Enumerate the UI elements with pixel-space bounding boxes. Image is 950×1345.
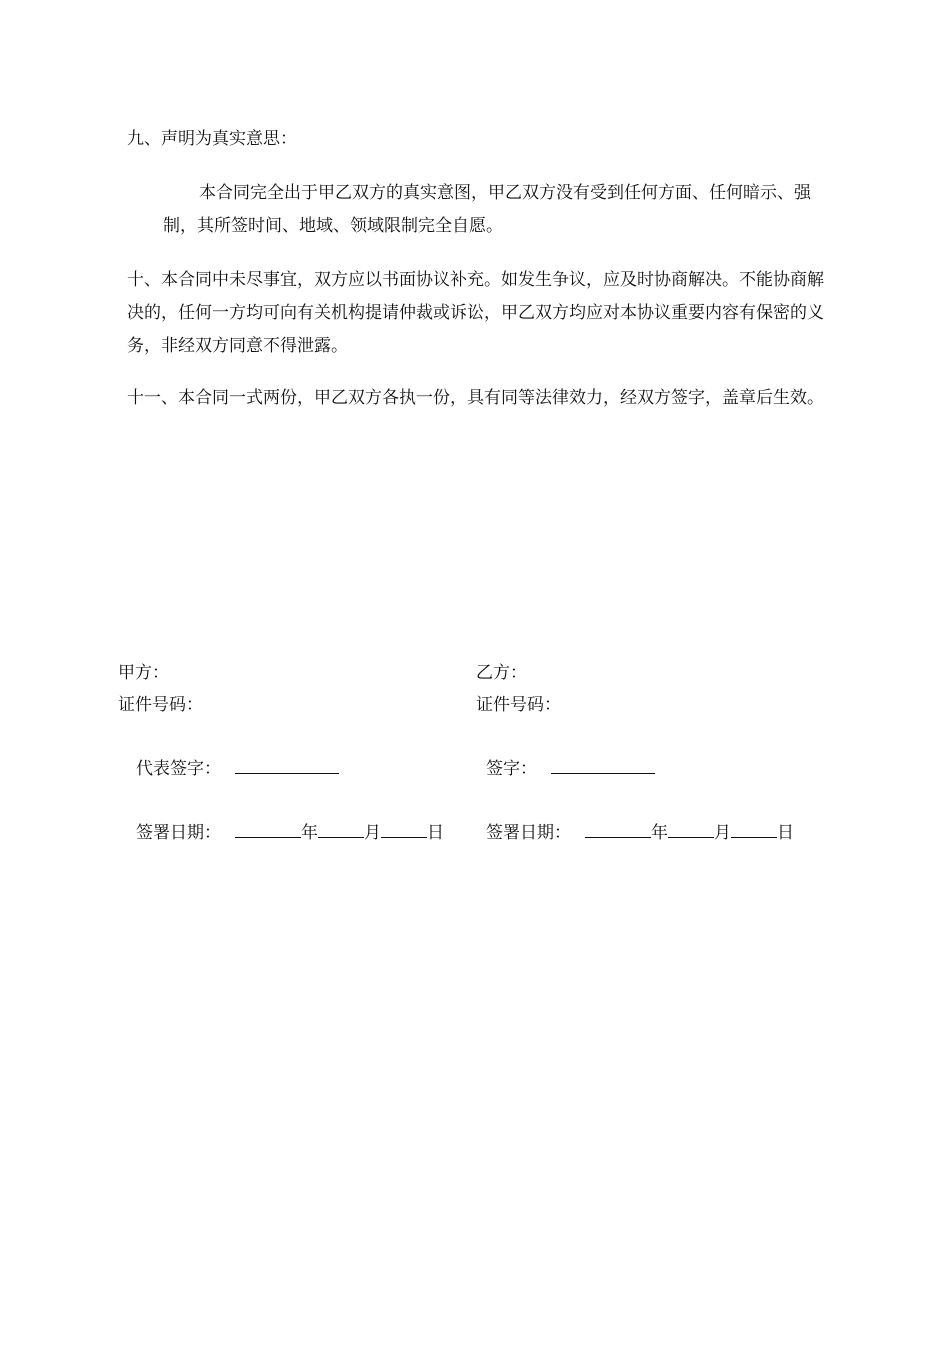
day-unit: 日 — [777, 823, 794, 843]
party-a-id-label: 证件号码： — [118, 695, 203, 715]
party-b-sign-row — [486, 757, 655, 781]
party-a-sign-label: 代表签字： — [136, 759, 221, 779]
month-unit: 月 — [714, 823, 731, 843]
party-b-id-label: 证件号码： — [476, 695, 561, 715]
party-a-date-label: 签署日期： — [136, 823, 221, 843]
party-a-sign-row — [136, 757, 339, 781]
month-unit: 月 — [364, 823, 381, 843]
party-a-label: 甲方： — [118, 663, 169, 683]
party-a-date-row — [136, 821, 444, 845]
party-b-label: 乙方： — [476, 663, 527, 683]
section-10-paragraph: 十、本合同中未尽事宜，双方应以书面协议补充。如发生争议，应及时协商解决。不能协商解决的，任何一方均可向有关机构提请仲裁或诉讼，甲乙双方均应对本协议重要内容有保密的义务，非经双方同意不得泄露。 — [127, 270, 824, 356]
party-b-year-blank[interactable] — [585, 821, 651, 838]
section-9-body: 本合同完全出于甲乙双方的真实意图，甲乙双方没有受到任何方面、任何暗示、强制，其所签时间、地域、领域限制完全自愿。 — [163, 183, 811, 236]
section-11-paragraph: 十一、本合同一式两份，甲乙双方各执一份，具有同等法律效力，经双方签字，盖章后生效。 — [127, 388, 824, 408]
party-b-signature-blank[interactable] — [551, 757, 655, 774]
party-b-date-row — [486, 821, 794, 845]
year-unit: 年 — [301, 823, 318, 843]
party-a-signature-blank[interactable] — [235, 757, 339, 774]
party-b-month-blank[interactable] — [668, 821, 714, 838]
party-b-sign-label: 签字： — [486, 759, 537, 779]
party-a-year-blank[interactable] — [235, 821, 301, 838]
party-b-day-blank[interactable] — [731, 821, 777, 838]
party-b-date-label: 签署日期： — [486, 823, 571, 843]
party-a-month-blank[interactable] — [318, 821, 364, 838]
year-unit: 年 — [651, 823, 668, 843]
day-unit: 日 — [427, 823, 444, 843]
party-a-day-blank[interactable] — [381, 821, 427, 838]
section-9-heading: 九、声明为真实意思： — [127, 129, 297, 149]
